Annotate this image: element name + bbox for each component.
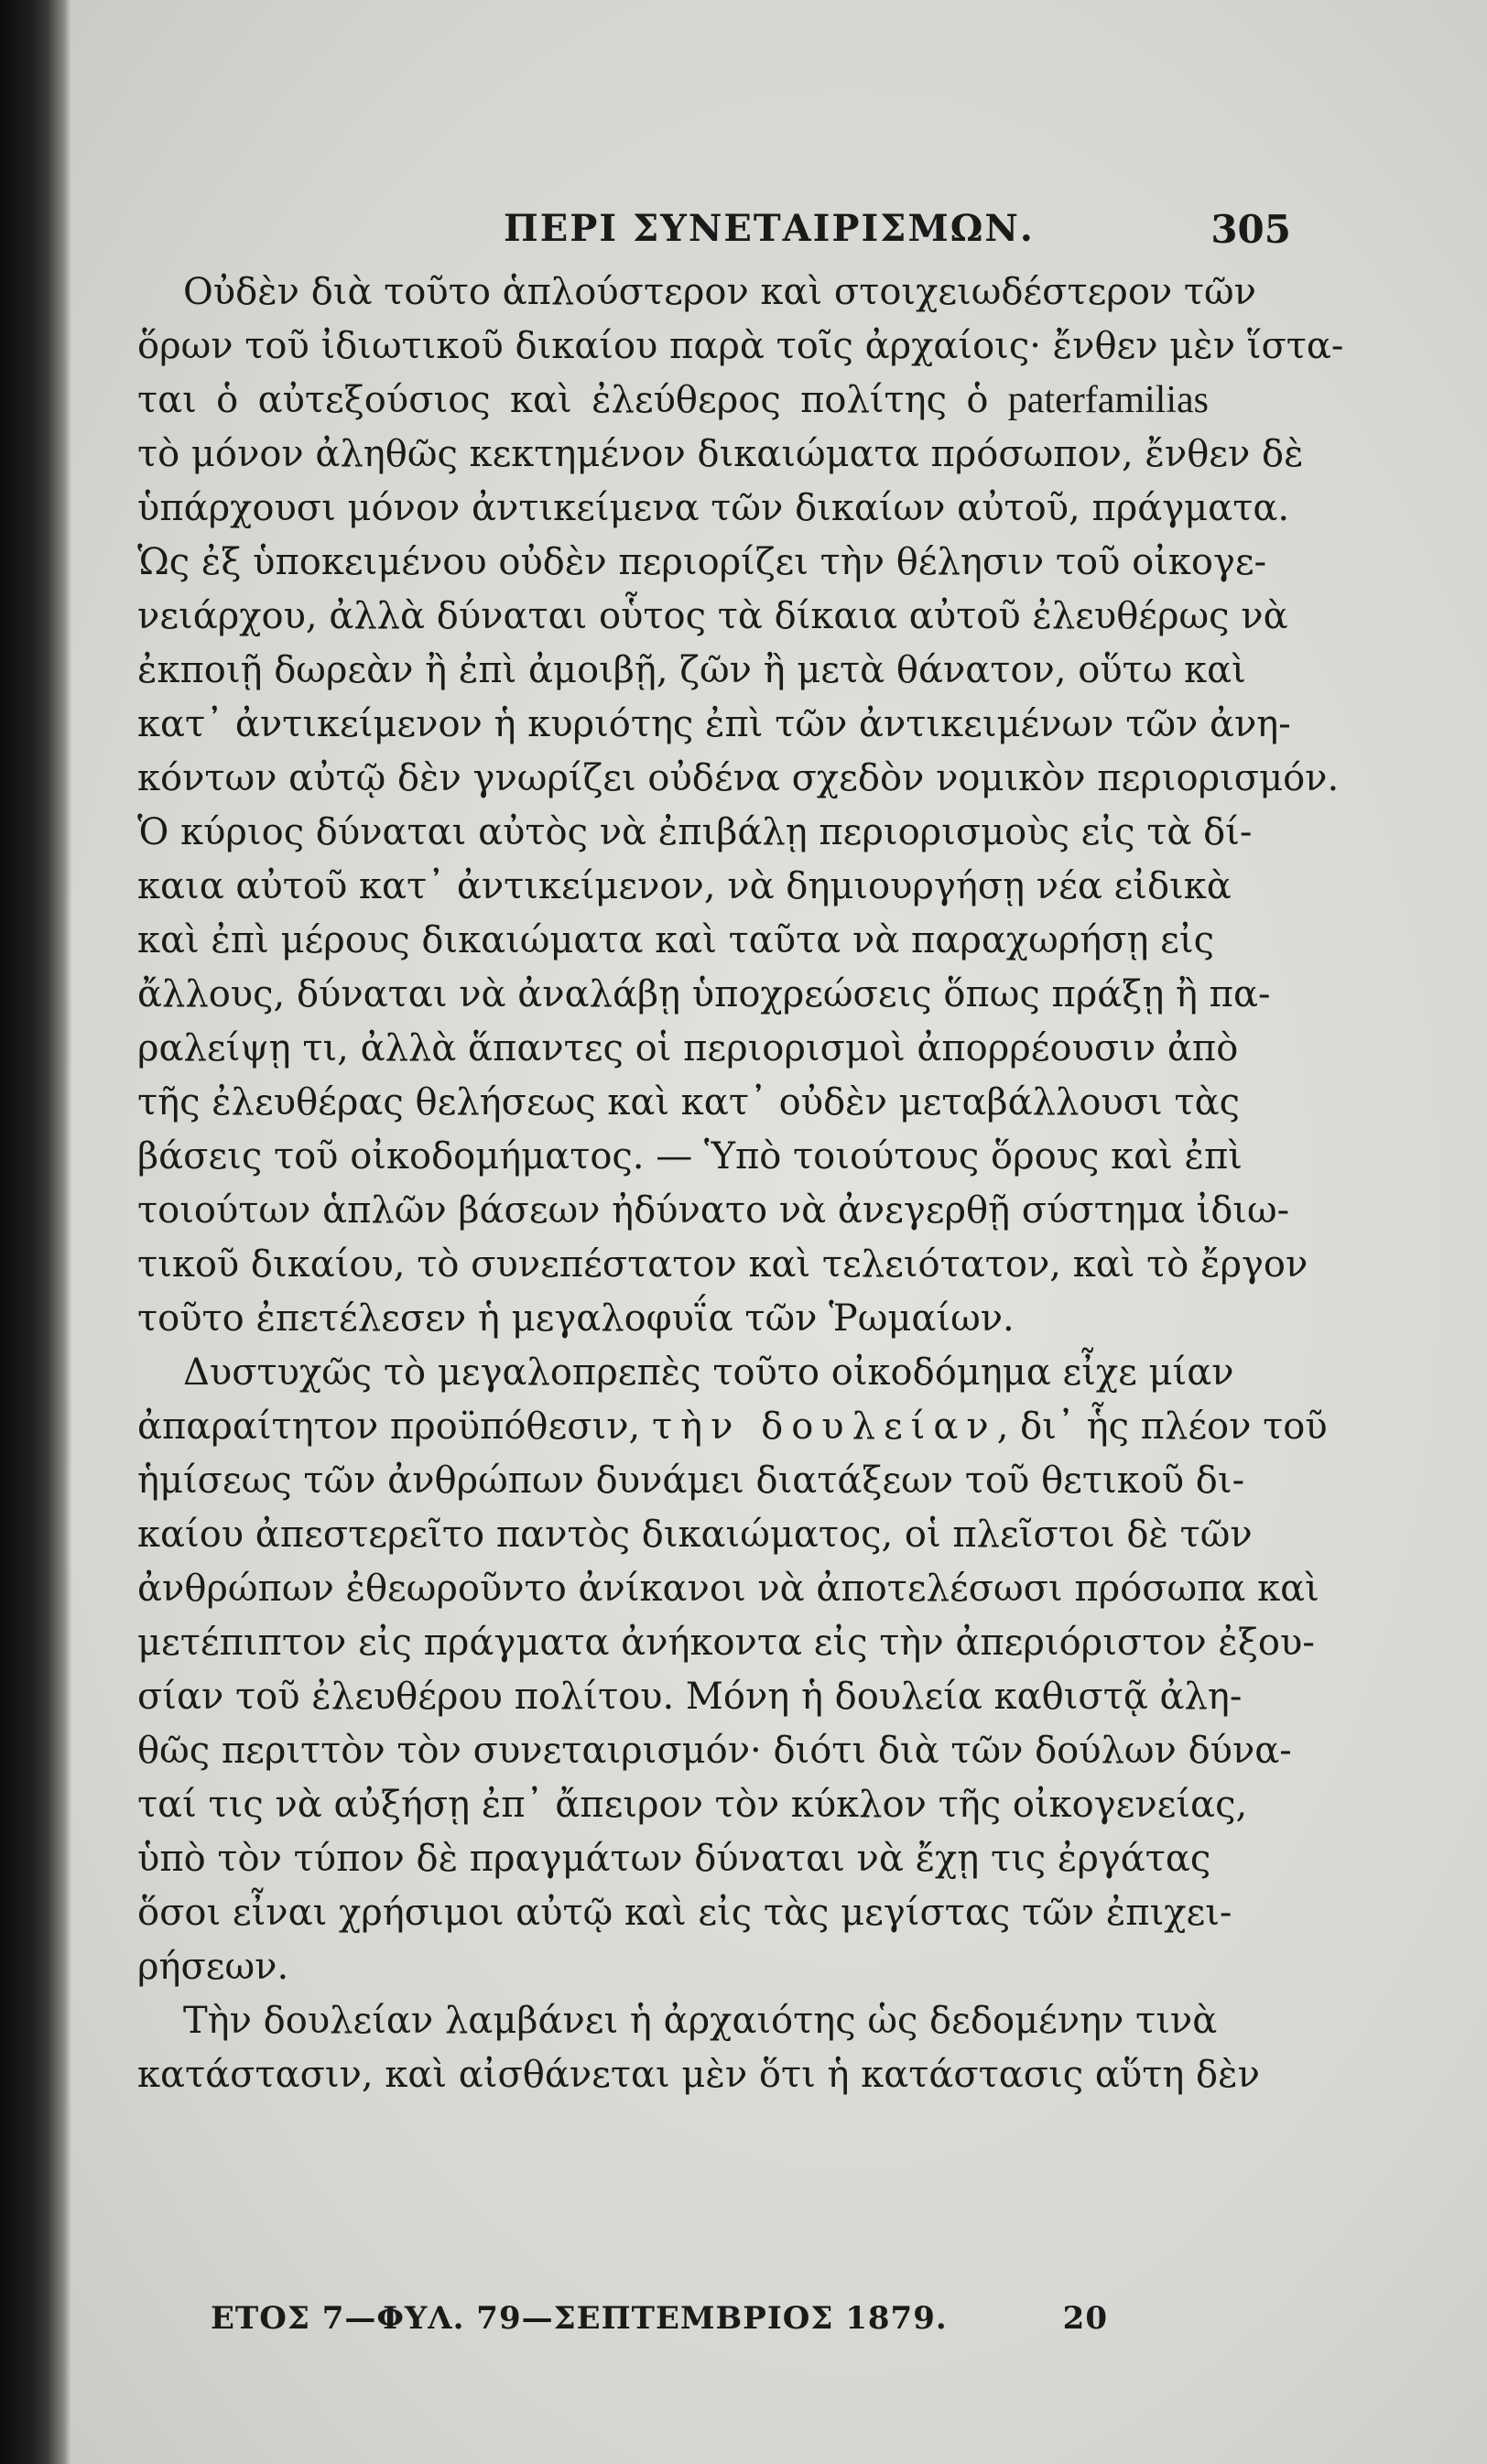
text-line: θῶς περιττὸν τὸν συνεταιρισμόν· διότι διὰ τῶν δούλων δύνα- [137, 1730, 1292, 1772]
text-line [137, 1400, 1328, 1454]
text-line: τικοῦ δικαίου, τὸ συνεπέστατον καὶ τελειότατον, καὶ τὸ ἔργον [137, 1243, 1308, 1286]
text-line: ὑπάρχουσι μόνον ἀντικείμενα τῶν δικαίων αὐτοῦ, πράγματα. [137, 487, 1290, 529]
text-line: Τὴν δουλείαν λαμβάνει ἡ ἀρχαιότης ὡς δεδομένην τινὰ [183, 2000, 1218, 2042]
running-title: ΠΕΡΙ ΣΥΝΕΤΑΙΡΙΣΜΩΝ. [504, 207, 1035, 250]
text-line: σίαν τοῦ ἐλευθέρου πολίτου. Μόνη ἡ δουλεία καθιστᾷ ἀλη- [137, 1676, 1243, 1718]
text-line: ὑπὸ τὸν τύπον δὲ πραγμάτων δύναται νὰ ἔχῃ τις ἐργάτας [137, 1838, 1211, 1880]
text-line: ἄλλους, δύναται νὰ ἀναλάβῃ ὑποχρεώσεις ὅπως πράξῃ ἢ πα- [137, 973, 1271, 1015]
text-line: κόντων αὐτῷ δὲν γνωρίζει οὐδένα σχεδὸν νομικὸν περιορισμόν. [137, 757, 1340, 799]
text-line: καια αὐτοῦ κατ᾽ ἀντικείμενον, νὰ δημιουργήσῃ νέα εἰδικὰ [137, 865, 1232, 907]
text-line: κατάστασιν, καὶ αἰσθάνεται μὲν ὅτι ἡ κατάστασις αὕτη δὲν [137, 2054, 1260, 2096]
page-footer [211, 2300, 1108, 2350]
text-line-part: , δι᾽ ἧς πλέον τοῦ [996, 1406, 1328, 1448]
text-line-part: ἀπαραίτητον προϋπόθεσιν, [137, 1406, 641, 1448]
text-line: τῆς ἐλευθέρας θελήσεως καὶ κατ᾽ οὐδὲν μεταβάλλουσι τὰς [137, 1081, 1240, 1123]
text-line: Ὡς ἐξ ὑποκειμένου οὐδὲν περιορίζει τὴν θέλησιν τοῦ οἰκογε- [137, 541, 1267, 583]
text-line: βάσεις τοῦ οἰκοδομήματος. — Ὑπὸ τοιούτους ὅρους καὶ ἐπὶ [137, 1135, 1243, 1178]
page-number: 305 [1210, 207, 1291, 252]
emphasized-word: τὴν δουλείαν [651, 1406, 997, 1448]
latin-term: paterfamilias [1007, 379, 1210, 421]
text-line [137, 374, 1209, 428]
text-line: Ὁ κύριος δύναται αὐτὸς νὰ ἐπιβάλῃ περιορισμοὺς εἰς τὰ δί- [137, 811, 1253, 853]
text-line: νειάρχου, ἀλλὰ δύναται οὗτος τὰ δίκαια αὐτοῦ ἐλευθέρως νὰ [137, 595, 1288, 637]
text-line: τὸ μόνον ἀληθῶς κεκτημένον δικαιώματα πρόσωπον, ἔνθεν δὲ [137, 433, 1304, 475]
text-line: μετέπιπτον εἰς πράγματα ἀνήκοντα εἰς τὴν ἀπεριόριστον ἐξου- [137, 1622, 1315, 1664]
text-line-part: ται ὁ αὐτεξούσιος καὶ ἐλεύθερος πολίτης ὁ [137, 379, 989, 421]
text-line: καὶ ἐπὶ μέρους δικαιώματα καὶ ταῦτα νὰ παραχωρήσῃ εἰς [137, 919, 1214, 961]
text-line: ταί τις νὰ αὐξήσῃ ἐπ᾽ ἄπειρον τὸν κύκλον τῆς οἰκογενείας, [137, 1784, 1248, 1826]
printer-signature: 20 [1062, 2300, 1108, 2337]
text-line: ρήσεων. [137, 1946, 289, 1988]
text-line: ὅρων τοῦ ἰδιωτικοῦ δικαίου παρὰ τοῖς ἀρχαίοις· ἔνθεν μὲν ἵστα- [137, 325, 1344, 367]
text-line: ἐκποιῇ δωρεὰν ἢ ἐπὶ ἀμοιβῇ, ζῶν ἢ μετὰ θάνατον, οὕτω καὶ [137, 649, 1246, 691]
text-line: Οὐδὲν διὰ τοῦτο ἁπλούστερον καὶ στοιχειωδέστερον τῶν [183, 271, 1256, 313]
issue-signature: ΕΤΟΣ 7—ΦΥΛ. 79—ΣΕΠΤΕΜΒΡΙΟΣ 1879. [211, 2300, 948, 2337]
text-line: τοῦτο ἐπετέλεσεν ἡ μεγαλοφυΐα τῶν Ῥωμαίων. [137, 1297, 1015, 1340]
text-line: ὅσοι εἶναι χρήσιμοι αὐτῷ καὶ εἰς τὰς μεγίστας τῶν ἐπιχει- [137, 1892, 1232, 1934]
text-line: ἡμίσεως τῶν ἀνθρώπων δυνάμει διατάξεων τοῦ θετικοῦ δι- [137, 1460, 1245, 1502]
text-line: Δυστυχῶς τὸ μεγαλοπρεπὲς τοῦτο οἰκοδόμημα εἶχε μίαν [183, 1351, 1234, 1394]
text-line: ραλείψῃ τι, ἀλλὰ ἅπαντες οἱ περιορισμοὶ ἀπορρέουσιν ἀπὸ [137, 1027, 1239, 1069]
book-binding-shadow [0, 0, 71, 2464]
text-line: ἀνθρώπων ἐθεωροῦντο ἀνίκανοι νὰ ἀποτελέσωσι πρόσωπα καὶ [137, 1568, 1319, 1610]
page-header [137, 203, 1328, 258]
text-line: καίου ἀπεστερεῖτο παντὸς δικαιώματος, οἱ πλεῖστοι δὲ τῶν [137, 1514, 1253, 1556]
text-line: κατ᾽ ἀντικείμενον ἡ κυριότης ἐπὶ τῶν ἀντικειμένων τῶν ἀνη- [137, 703, 1291, 745]
body-text [137, 266, 1344, 2102]
text-line: τοιούτων ἁπλῶν βάσεων ἠδύνατο νὰ ἀνεγερθῇ σύστημα ἰδιω- [137, 1189, 1290, 1232]
